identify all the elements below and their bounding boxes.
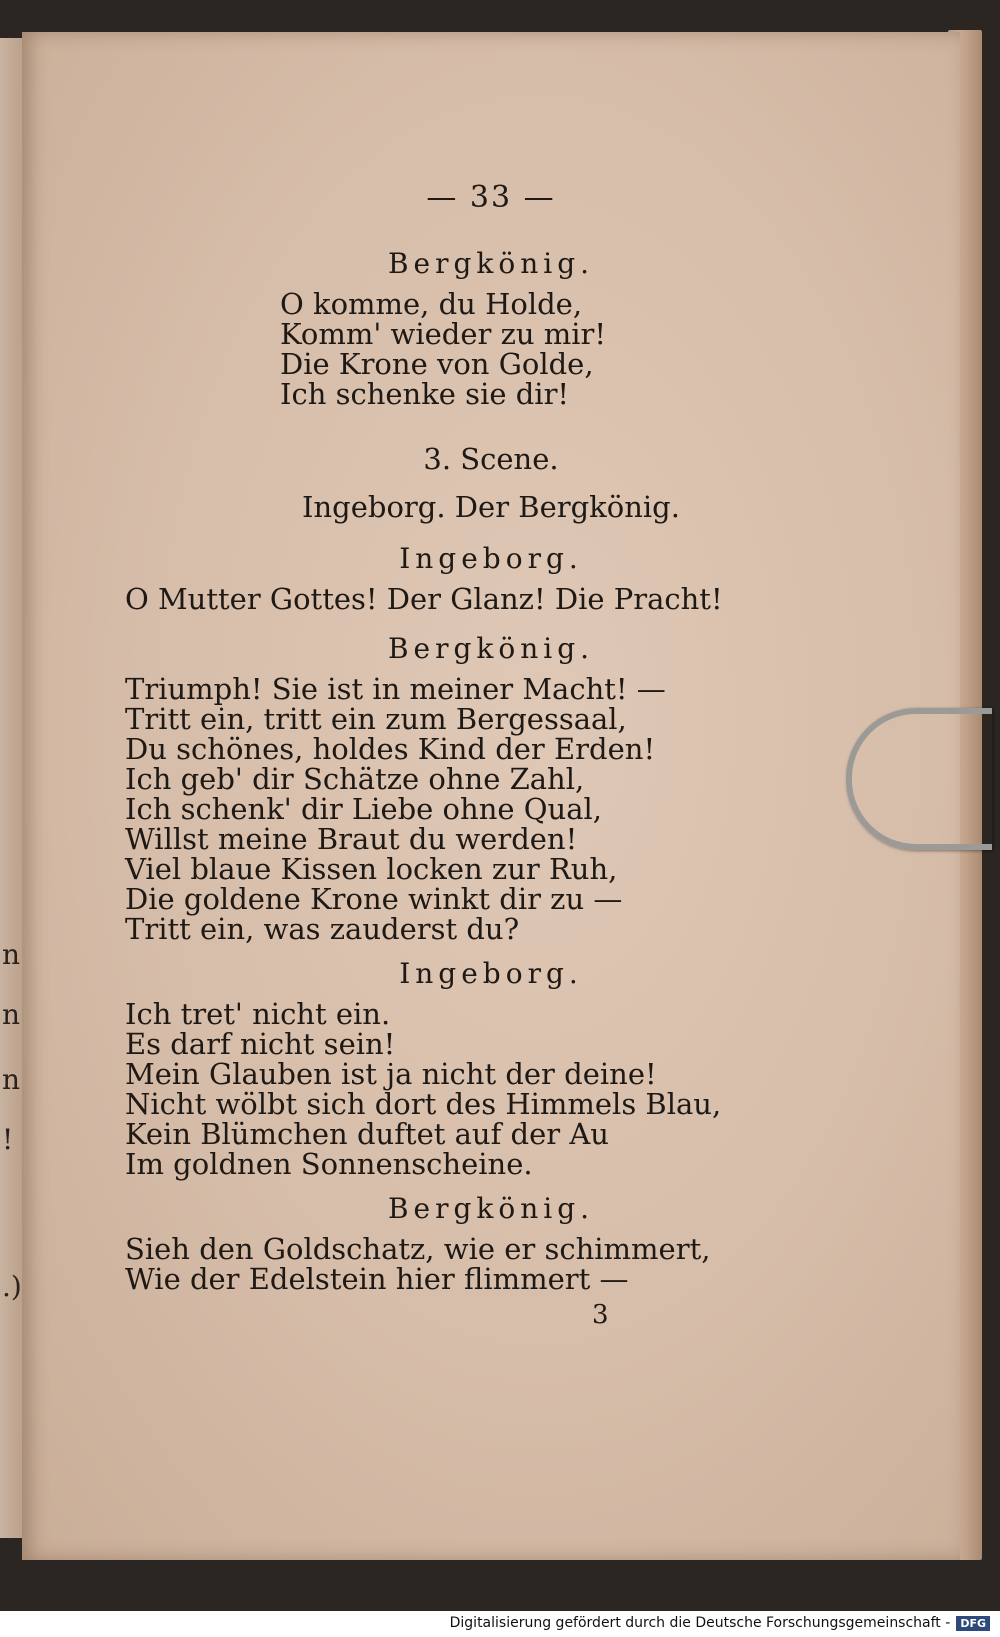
- verse-line: Nicht wölbt sich dort des Himmels Blau,: [125, 1087, 722, 1121]
- verse-line: O Mutter Gottes! Der Glanz! Die Pracht!: [125, 582, 723, 616]
- scene-cast: Ingeborg. Der Bergkönig.: [302, 490, 680, 524]
- verse-line: Sieh den Goldschatz, wie er schimmert,: [125, 1232, 711, 1266]
- dfg-logo: DFG: [956, 1616, 990, 1631]
- signature-mark: 3: [592, 1300, 609, 1330]
- book-page: [22, 32, 960, 1560]
- speaker-label: Ingeborg.: [399, 542, 583, 575]
- verse-line: Viel blaue Kissen locken zur Ruh,: [125, 852, 618, 886]
- verse-line: Du schönes, holdes Kind der Erden!: [125, 732, 656, 766]
- paper-clip: [846, 708, 992, 850]
- digitization-footer: [0, 1611, 1000, 1637]
- speaker-label: Ingeborg.: [399, 957, 583, 990]
- page-number: — 33 —: [426, 180, 556, 215]
- verse-line: Ich schenk' dir Liebe ohne Qual,: [125, 792, 602, 826]
- verse-line: O komme, du Holde,: [280, 287, 583, 321]
- verse-line: Die Krone von Golde,: [280, 347, 594, 381]
- margin-fragment: !: [2, 1123, 14, 1156]
- verse-line: Im goldnen Sonnenscheine.: [125, 1147, 533, 1181]
- verse-line: Es darf nicht sein!: [125, 1027, 396, 1061]
- speaker-label: Bergkönig.: [387, 632, 595, 665]
- verse-line: Willst meine Braut du werden!: [125, 822, 578, 856]
- verse-line: Mein Glauben ist ja nicht der deine!: [125, 1057, 657, 1091]
- verse-line: Tritt ein, was zauderst du?: [125, 912, 520, 946]
- verse-line: Die goldene Krone winkt dir zu —: [125, 882, 623, 916]
- speaker-label: Bergkönig.: [387, 247, 595, 280]
- footer-credit: Digitalisierung gefördert durch die Deutsche Forschungsgemeinschaft -: [449, 1615, 951, 1631]
- scene-heading: 3. Scene.: [423, 442, 559, 476]
- margin-fragment: n: [2, 998, 21, 1031]
- margin-fragment: .): [2, 1270, 22, 1303]
- verse-line: Wie der Edelstein hier flimmert —: [125, 1262, 629, 1296]
- verse-line: Ich schenke sie dir!: [280, 377, 570, 411]
- margin-fragment: n: [2, 1063, 21, 1096]
- margin-fragment: n: [2, 938, 21, 971]
- verse-line: Triumph! Sie ist in meiner Macht! —: [125, 672, 666, 706]
- verse-line: Tritt ein, tritt ein zum Bergessaal,: [125, 702, 627, 736]
- verse-line: Komm' wieder zu mir!: [280, 317, 607, 351]
- verse-line: Ich tret' nicht ein.: [125, 997, 391, 1031]
- verse-line: Kein Blümchen duftet auf der Au: [125, 1117, 609, 1151]
- speaker-label: Bergkönig.: [387, 1192, 595, 1225]
- verse-line: Ich geb' dir Schätze ohne Zahl,: [125, 762, 585, 796]
